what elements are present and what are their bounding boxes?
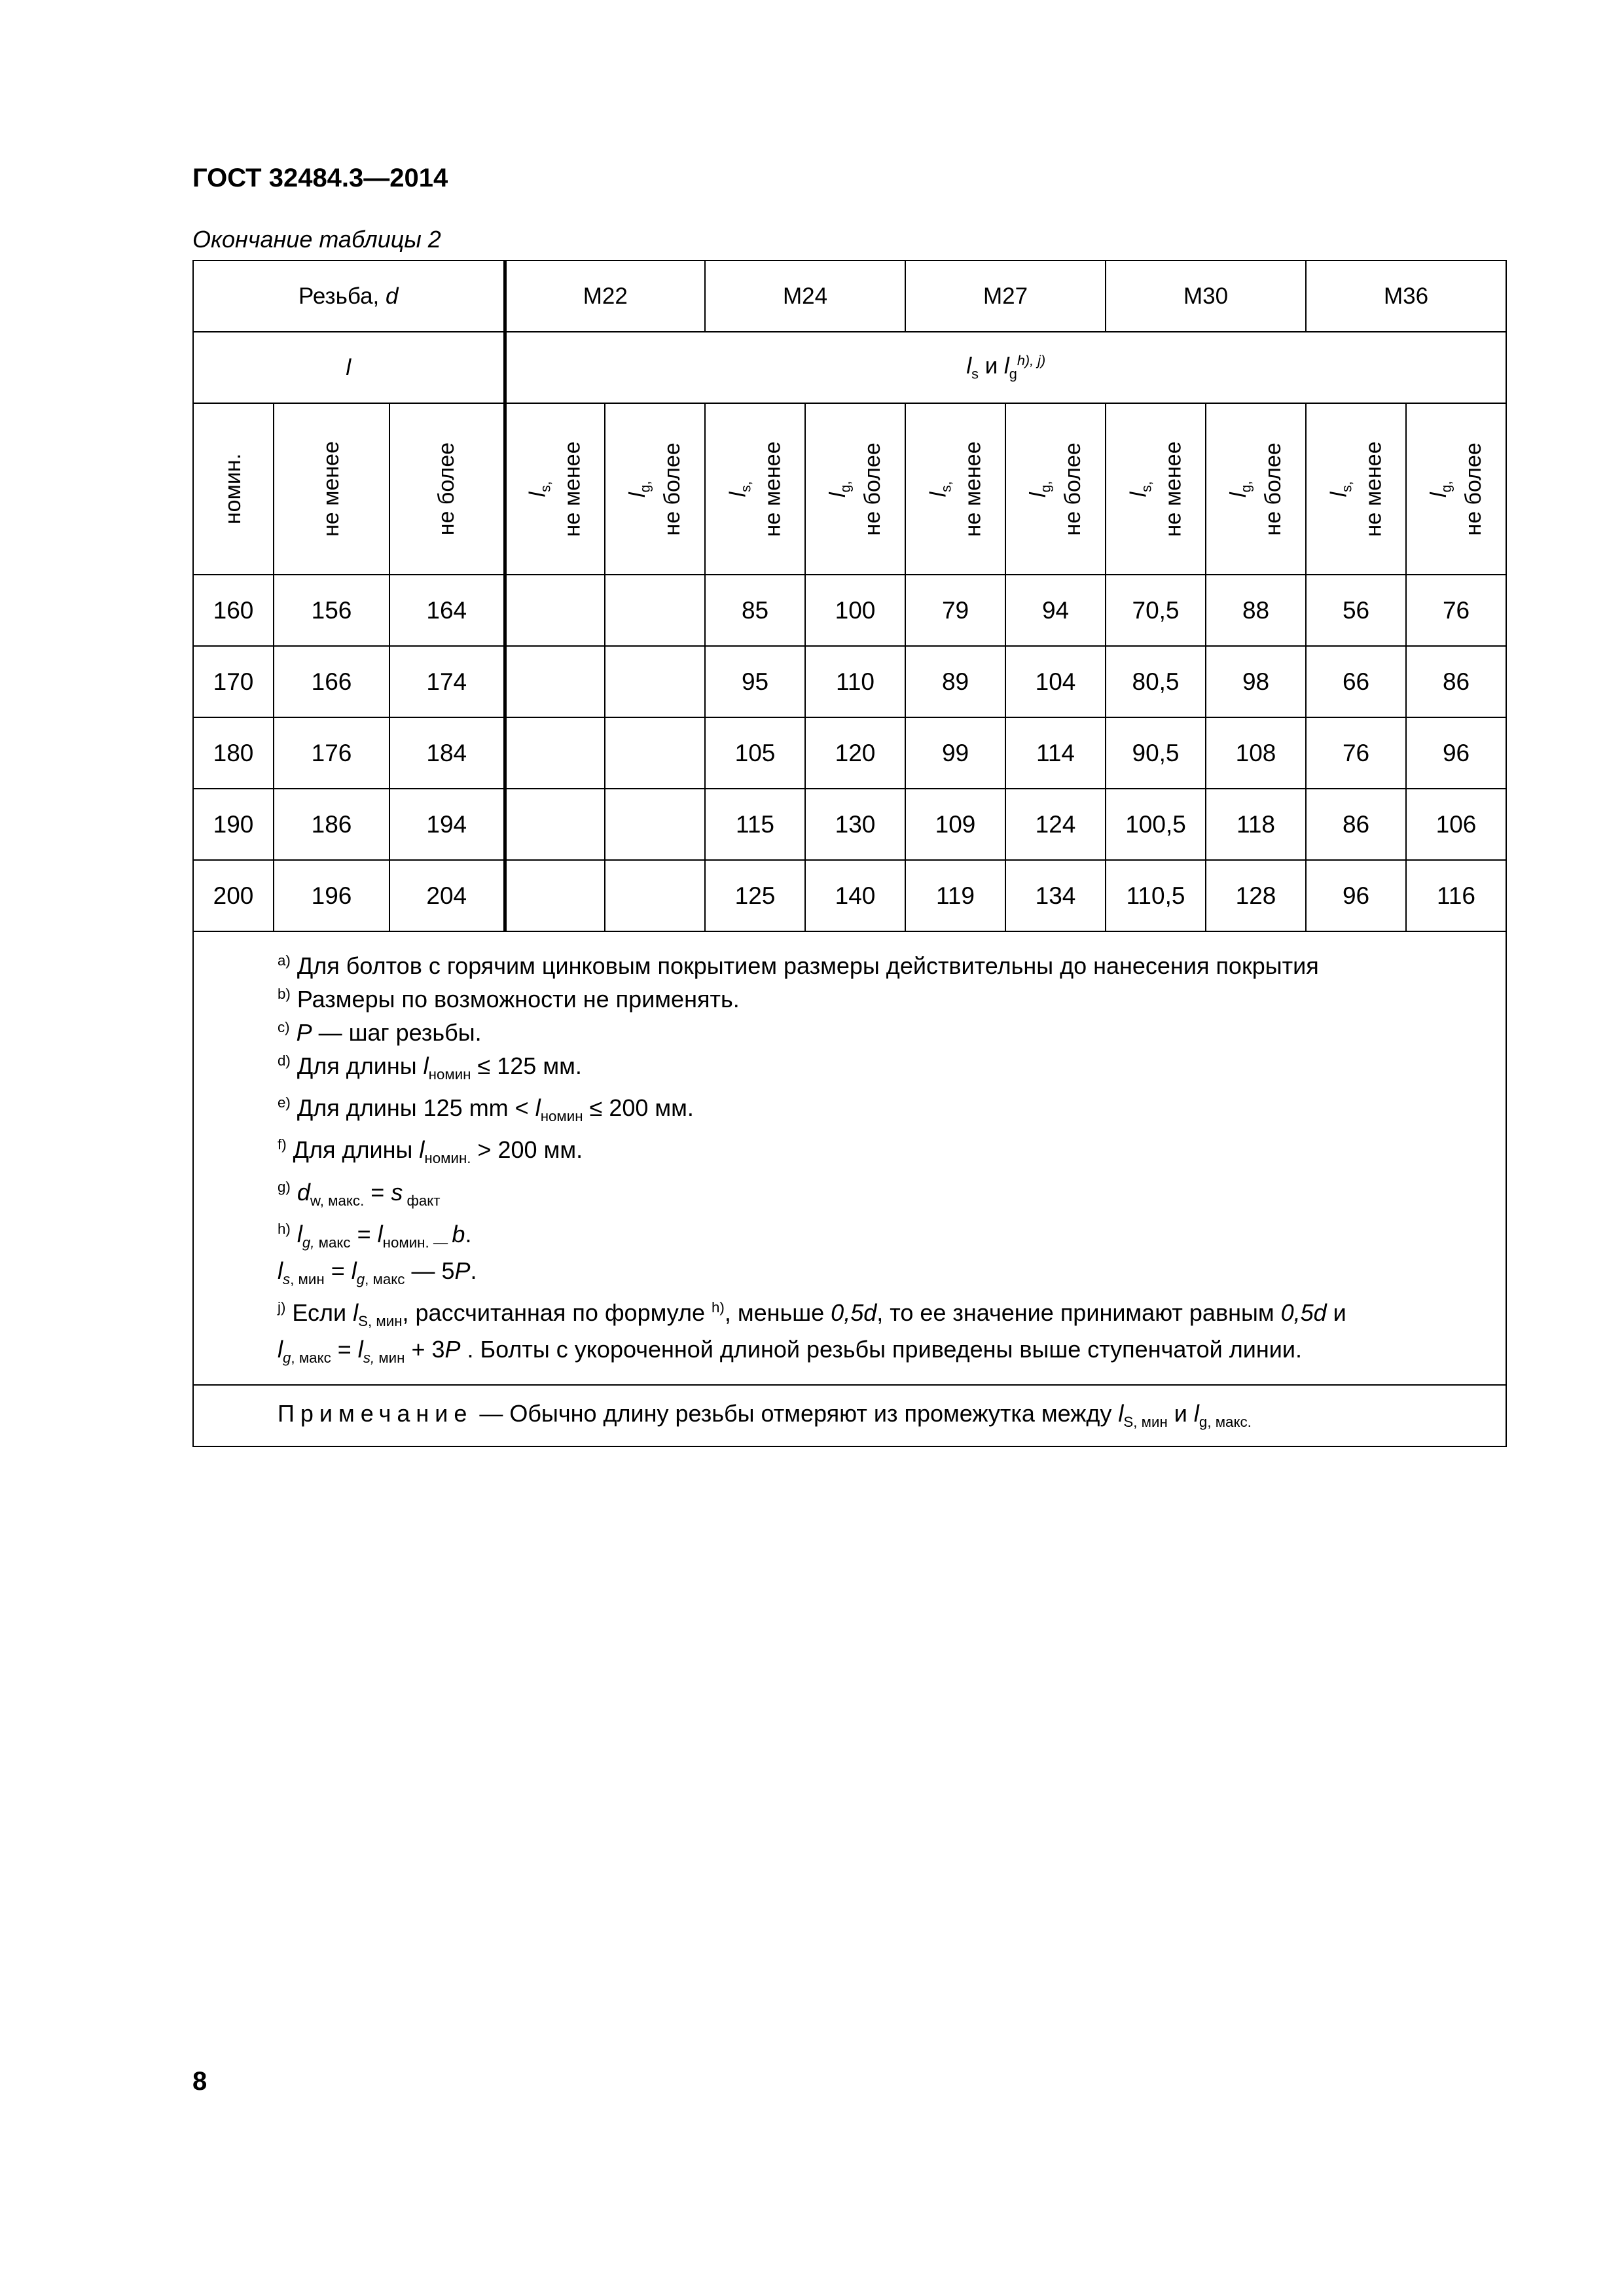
footnote-b: $^{b)}$ Размеры по возможности не применять. bbox=[278, 986, 740, 1013]
remark: Примечание — Обычно длину резьбы отмеряют из промежутка между $l_{S, мин}$ и $l_{g, макс.}$ bbox=[193, 1385, 1506, 1446]
header-row-sizes bbox=[193, 260, 1506, 332]
remark-label: Примечание bbox=[278, 1399, 473, 1427]
footnote-f: $^{f)}$ Для длины $l_{номин.} > 200$ мм. bbox=[278, 1136, 583, 1167]
col-ls-min: $l_{s,}$ не менее bbox=[505, 403, 605, 575]
footnote-g: $^{g)}$ $d_{w, макс.} = s$ $_{факт}$ bbox=[278, 1178, 441, 1209]
thread-label: Резьба, bbox=[298, 283, 380, 309]
footnote-j-formula: $l_{g, макс} = l_{s, мин} + 3P$ . Болты с укороченной длиной резьбы приведены выше ступенчатой линии. bbox=[278, 1336, 1302, 1367]
col-lg-max: $l_{g,}$ не более bbox=[1206, 403, 1306, 575]
footnote-d: $^{d)}$ Для длины $l_{номин} \le 125$ мм. bbox=[278, 1052, 582, 1083]
col-ls-min: $l_{s,}$ не менее bbox=[905, 403, 1005, 575]
col-lg-max: $l_{g,}$ не более bbox=[805, 403, 905, 575]
col-lg-max: $l_{g,}$ не более bbox=[605, 403, 705, 575]
remark-row bbox=[193, 1385, 1506, 1446]
table-caption: Окончание таблицы 2 bbox=[192, 226, 441, 253]
footnote-j: $^{j)}$ Если $l_{S, мин}$, рассчитанная по формуле $^{h)}$, меньше 0,5d, то ее значение принимают равным 0,5d и bbox=[278, 1299, 1346, 1330]
col-min: не менее bbox=[274, 403, 389, 575]
col-lg-max: $l_{g,}$ не более bbox=[1406, 403, 1506, 575]
col-lg-max: $l_{g,}$ не более bbox=[1005, 403, 1106, 575]
document-number: ГОСТ 32484.3—2014 bbox=[192, 164, 448, 192]
table-row: 180 176 184 105 120 99 114 90,5 108 76 96 bbox=[193, 717, 1506, 789]
footnotes bbox=[193, 931, 1506, 1385]
footnote-h-formula: $l_{s, мин} = l_{g, макс}$ — 5P. bbox=[278, 1257, 477, 1288]
footnote-a: $^{a)}$ Для болтов с горячим цинковым покрытием размеры действительны до нанесения покрытия bbox=[278, 952, 1319, 979]
col-nominal: номин. bbox=[193, 403, 274, 575]
size-header-m30: M30 bbox=[1106, 260, 1306, 332]
thread-length-header: $l_s$ и $l_g^{h), j)}$ bbox=[505, 332, 1506, 403]
size-header-m24: M24 bbox=[705, 260, 905, 332]
table-row: 160 156 164 85 100 79 94 70,5 88 56 76 bbox=[193, 575, 1506, 646]
thread-variable: d bbox=[386, 283, 399, 309]
dimensions-table bbox=[192, 260, 1507, 1447]
footnotes-row bbox=[193, 931, 1506, 1385]
size-header-m27: M27 bbox=[905, 260, 1106, 332]
thread-header bbox=[193, 260, 505, 332]
col-max: не более bbox=[389, 403, 505, 575]
footnote-c: $^{c)}$ P — шаг резьбы. bbox=[278, 1019, 482, 1046]
footnote-e: $^{e)}$ Для длины 125 mm < $l_{номин} \le 200$ мм. bbox=[278, 1094, 694, 1125]
col-ls-min: $l_{s,}$ не менее bbox=[1106, 403, 1206, 575]
table-row: 190 186 194 115 130 109 124 100,5 118 86 106 bbox=[193, 789, 1506, 860]
length-header: l bbox=[193, 332, 505, 403]
page-number: 8 bbox=[192, 2067, 208, 2096]
size-header-m36: M36 bbox=[1306, 260, 1506, 332]
table-row: 200 196 204 125 140 119 134 110,5 128 96 116 bbox=[193, 860, 1506, 931]
header-row-lengths bbox=[193, 332, 1506, 403]
col-ls-min: $l_{s,}$ не менее bbox=[705, 403, 805, 575]
size-header-m22: M22 bbox=[505, 260, 705, 332]
footnote-h: $^{h)}$ $l_{g, макс} = l_{номин. —}$ b. bbox=[278, 1220, 472, 1251]
col-ls-min: $l_{s,}$ не менее bbox=[1306, 403, 1406, 575]
header-row-subcolumns bbox=[193, 403, 1506, 575]
table-row: 170 166 174 95 110 89 104 80,5 98 66 86 bbox=[193, 646, 1506, 717]
